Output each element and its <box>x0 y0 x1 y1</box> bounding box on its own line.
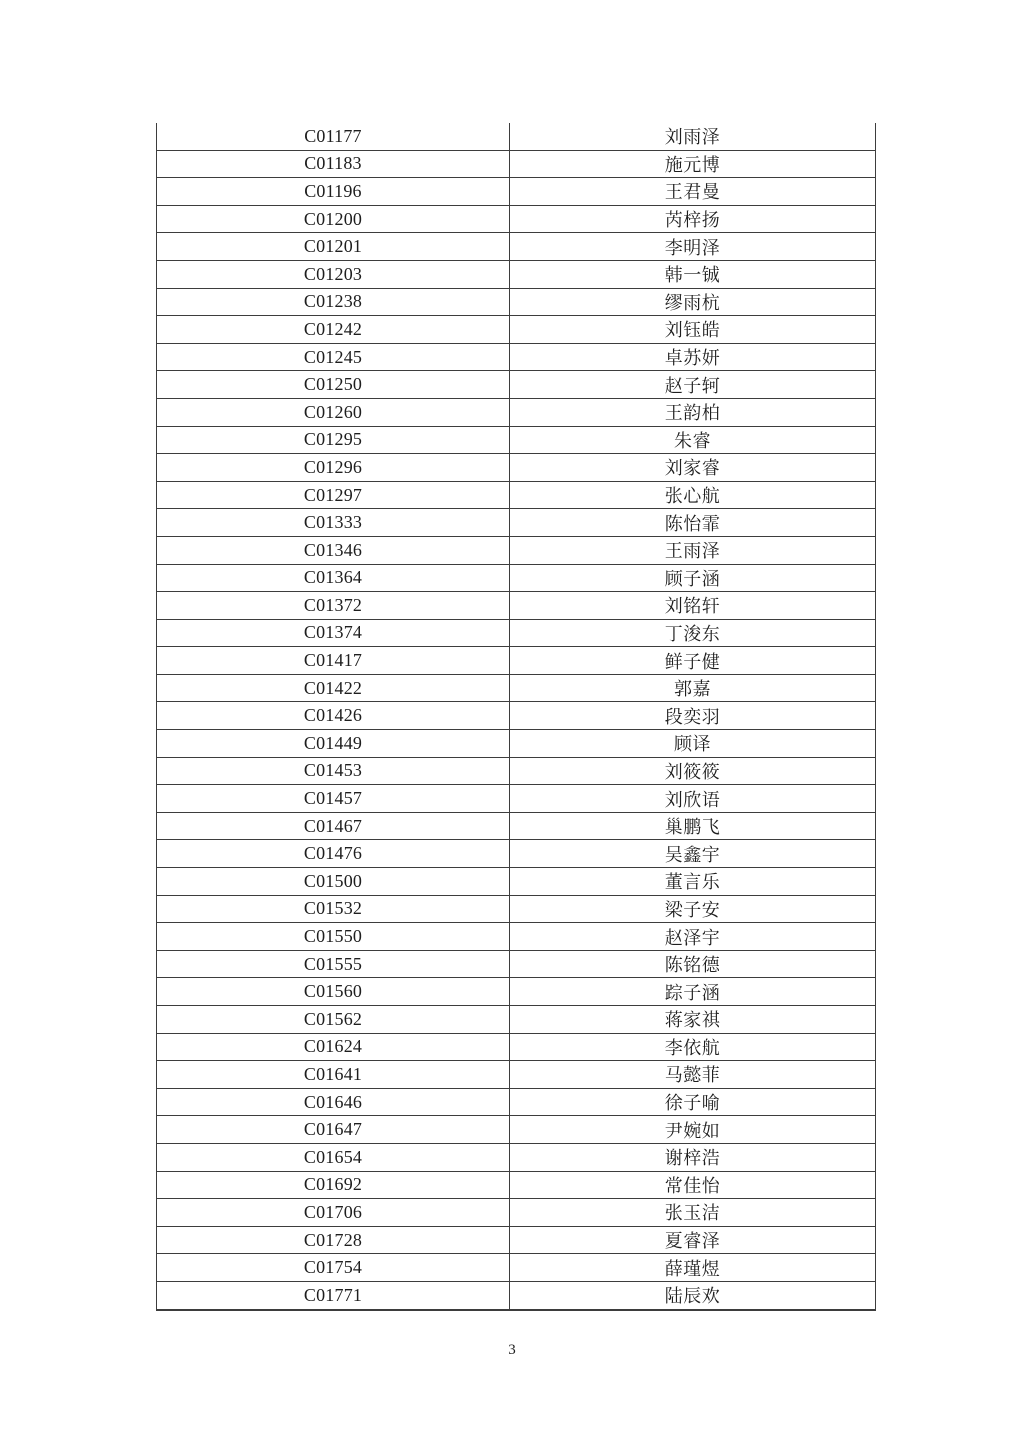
roster-body <box>157 123 876 1310</box>
student-name-cell: 王雨泽 <box>510 536 876 564</box>
table-row <box>157 840 876 868</box>
student-id-cell: C01728 <box>157 1226 510 1254</box>
student-id-cell: C01372 <box>157 592 510 620</box>
student-name-cell: 徐子喻 <box>510 1088 876 1116</box>
student-id-cell: C01560 <box>157 978 510 1006</box>
student-name-cell: 赵子轲 <box>510 371 876 399</box>
student-id-cell: C01333 <box>157 509 510 537</box>
student-name-cell: 韩一铖 <box>510 260 876 288</box>
student-id-cell: C01296 <box>157 454 510 482</box>
table-row <box>157 1006 876 1034</box>
student-name-cell: 赵泽宇 <box>510 923 876 951</box>
student-id-cell: C01422 <box>157 674 510 702</box>
student-name-cell: 刘钰皓 <box>510 316 876 344</box>
student-id-cell: C01250 <box>157 371 510 399</box>
student-id-cell: C01297 <box>157 481 510 509</box>
table-row <box>157 1171 876 1199</box>
table-row <box>157 205 876 233</box>
student-id-cell: C01647 <box>157 1116 510 1144</box>
student-id-cell: C01183 <box>157 150 510 178</box>
student-name-cell: 梁子安 <box>510 895 876 923</box>
student-name-cell: 鲜子健 <box>510 647 876 675</box>
student-name-cell: 巢鹏飞 <box>510 812 876 840</box>
table-row <box>157 398 876 426</box>
student-id-cell: C01771 <box>157 1281 510 1309</box>
student-name-cell: 李明泽 <box>510 233 876 261</box>
table-row <box>157 592 876 620</box>
student-id-cell: C01532 <box>157 895 510 923</box>
table-row <box>157 923 876 951</box>
table-row <box>157 730 876 758</box>
table-row <box>157 1281 876 1309</box>
student-id-cell: C01641 <box>157 1061 510 1089</box>
student-id-cell: C01550 <box>157 923 510 951</box>
student-name-cell: 王韵柏 <box>510 398 876 426</box>
table-row <box>157 178 876 206</box>
table-row <box>157 868 876 896</box>
table-row <box>157 1061 876 1089</box>
student-name-cell: 陆辰欢 <box>664 1286 721 1307</box>
student-id-cell: C01364 <box>157 564 510 592</box>
student-id-cell: C01500 <box>157 868 510 896</box>
table-row <box>157 812 876 840</box>
student-name-cell: 踪子涵 <box>510 978 876 1006</box>
table-row <box>157 343 876 371</box>
table-row <box>157 895 876 923</box>
student-id-cell: C01426 <box>157 702 510 730</box>
student-id-cell: C01200 <box>157 205 510 233</box>
student-name-cell: 谢梓浩 <box>510 1143 876 1171</box>
student-name-cell: 刘铭轩 <box>510 592 876 620</box>
student-id-cell: C01476 <box>157 840 510 868</box>
student-name-cell: 吴鑫宇 <box>510 840 876 868</box>
student-id-cell: C01260 <box>157 398 510 426</box>
student-id-cell: C01201 <box>157 233 510 261</box>
student-name-cell: 郭嘉 <box>510 674 876 702</box>
student-id-cell: C01203 <box>157 260 510 288</box>
table-row <box>157 702 876 730</box>
student-name-cell: 陈铭德 <box>510 950 876 978</box>
student-id-cell: C01654 <box>157 1143 510 1171</box>
table-row <box>157 1199 876 1227</box>
student-id-cell: C01245 <box>157 343 510 371</box>
table-row <box>157 536 876 564</box>
roster-table <box>156 123 876 1311</box>
student-id-cell: C01453 <box>157 757 510 785</box>
student-name-cell: 刘雨泽 <box>510 123 876 150</box>
student-id-cell: C01467 <box>157 812 510 840</box>
student-name-cell: 段奕羽 <box>510 702 876 730</box>
table-row <box>157 1143 876 1171</box>
student-id-cell: C01449 <box>157 730 510 758</box>
student-name-cell: 张玉洁 <box>510 1199 876 1227</box>
student-name-cell: 刘欣语 <box>510 785 876 813</box>
table-row <box>157 674 876 702</box>
table-row <box>157 757 876 785</box>
table-row <box>157 1116 876 1144</box>
student-name-cell: 夏睿泽 <box>510 1226 876 1254</box>
student-name-cell: 缪雨杭 <box>510 288 876 316</box>
table-row <box>157 1088 876 1116</box>
student-name-cell: 李依航 <box>510 1033 876 1061</box>
table-row <box>157 1226 876 1254</box>
student-id-cell: C01295 <box>157 426 510 454</box>
student-name-cell: 张心航 <box>510 481 876 509</box>
student-name-cell: 卓苏妍 <box>510 343 876 371</box>
student-name-cell: 朱睿 <box>510 426 876 454</box>
table-row <box>157 1254 876 1282</box>
student-name-cell: 尹婉如 <box>510 1116 876 1144</box>
table-row <box>157 509 876 537</box>
student-name-cell: 董言乐 <box>510 868 876 896</box>
student-name-cell: 施元博 <box>510 150 876 178</box>
student-name-cell: 薛瑾煜 <box>510 1254 876 1282</box>
table-row <box>157 316 876 344</box>
student-name-cell: 常佳怡 <box>510 1171 876 1199</box>
table-row <box>157 123 876 150</box>
table-row <box>157 785 876 813</box>
table-row <box>157 371 876 399</box>
student-id-cell: C01417 <box>157 647 510 675</box>
table-row <box>157 978 876 1006</box>
student-name-cell: 刘筱筱 <box>510 757 876 785</box>
student-id-cell: C01555 <box>157 950 510 978</box>
student-name-cell: 顾译 <box>510 730 876 758</box>
student-id-cell: C01196 <box>157 178 510 206</box>
table-row <box>157 481 876 509</box>
student-name-cell: 顾子涵 <box>510 564 876 592</box>
table-row <box>157 288 876 316</box>
table-row <box>157 1033 876 1061</box>
table-row <box>157 950 876 978</box>
student-id-cell: C01706 <box>157 1199 510 1227</box>
table-row <box>157 454 876 482</box>
student-name-cell: 丁浚东 <box>510 619 876 647</box>
student-id-cell: C01374 <box>157 619 510 647</box>
student-id-cell: C01624 <box>157 1033 510 1061</box>
table-row <box>157 150 876 178</box>
student-id-cell: C01238 <box>157 288 510 316</box>
student-name-cell: 陈怡霏 <box>510 509 876 537</box>
student-id-cell: C01346 <box>157 536 510 564</box>
table-row <box>157 619 876 647</box>
student-id-cell: C01692 <box>157 1171 510 1199</box>
page-number: 3 <box>508 1342 516 1358</box>
table-row <box>157 260 876 288</box>
student-name-cell: 刘家睿 <box>510 454 876 482</box>
student-id-cell: C01562 <box>157 1006 510 1034</box>
student-id-cell: C01646 <box>157 1088 510 1116</box>
student-id-cell: C01754 <box>157 1254 510 1282</box>
student-name-cell: 王君曼 <box>510 178 876 206</box>
table-row <box>157 647 876 675</box>
table-row <box>157 426 876 454</box>
table-row <box>157 564 876 592</box>
student-name-cell: 马懿菲 <box>510 1061 876 1089</box>
table-row <box>157 233 876 261</box>
student-id-cell: C01177 <box>157 123 510 150</box>
student-id-cell: C01457 <box>157 785 510 813</box>
student-id-cell: C01242 <box>157 316 510 344</box>
student-name-cell: 蒋家祺 <box>510 1006 876 1034</box>
student-name-cell: 芮梓扬 <box>510 205 876 233</box>
